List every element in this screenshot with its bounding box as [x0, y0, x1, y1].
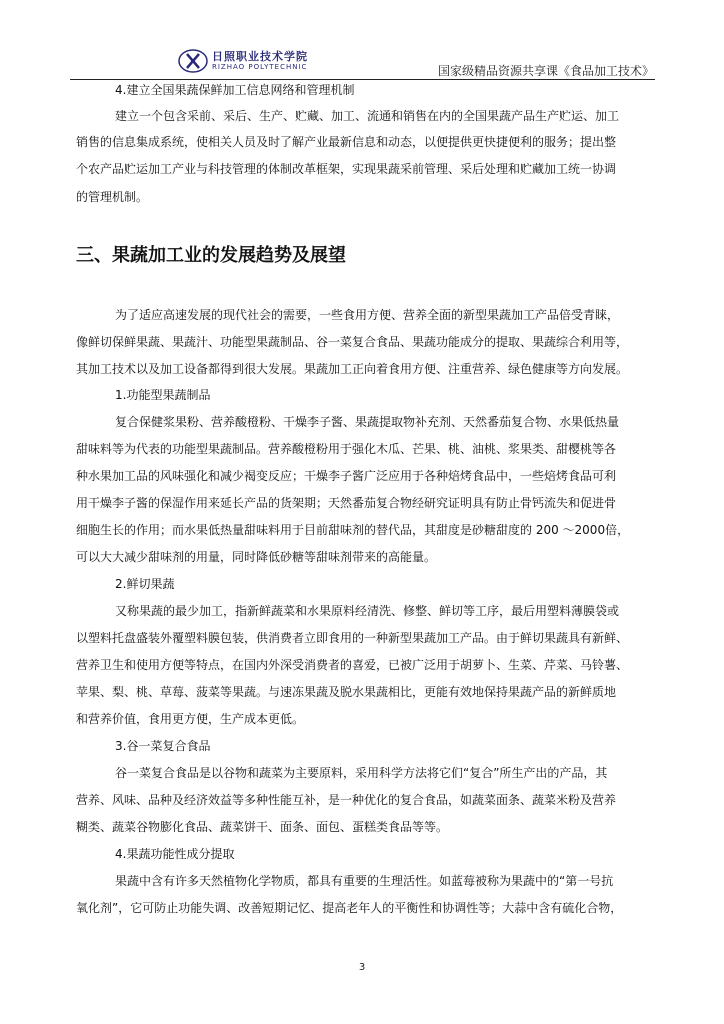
section-heading: 4.建立全国果蔬保鲜加工信息网络和管理机制	[115, 83, 355, 97]
school-emblem-icon	[178, 49, 208, 73]
paragraph-line: 用干燥李子酱的保湿作用来延长产品的货架期；天然番茄复合物经研究证明具有防止骨钙流失和促进骨	[76, 496, 617, 510]
logo-english-name: RIZHAO POLYTECHNIC	[212, 63, 308, 71]
logo-chinese-name: 日照职业技术学院	[212, 50, 308, 63]
paragraph-line: 氧化剂”，它可防止功能失调、改善短期记忆、提高老年人的平衡性和协调性等；大蒜中含有硫化合物，	[76, 901, 623, 915]
paragraph-line: 销售的信息集成系统，使相关人员及时了解产业最新信息和动态，以便提供更快捷便利的服务；提出整	[76, 135, 617, 149]
paragraph-line: 个农产品贮运加工产业与科技管理的体制改革框架，实现果蔬采前管理、采后处理和贮藏加工统一协调	[76, 162, 617, 176]
paragraph-line: 果蔬中含有许多天然植物化学物质，都具有重要的生理活性。如蓝莓被称为果蔬中的“第一号抗	[115, 874, 614, 888]
paragraph-line: 糊类、蔬菜谷物膨化食品、蔬菜饼干、面条、面包、蛋糕类食品等等。	[76, 820, 449, 834]
paragraph-line: 营养卫生和使用方便等特点，在国内外深受消费者的喜爱，已被广泛用于胡萝卜、生菜、芹菜、马铃薯、	[76, 658, 629, 672]
page-header	[0, 0, 724, 84]
item-heading: 2.鲜切果蔬	[115, 577, 175, 591]
paragraph-line: 其加工技术以及加工设备都得到很大发展。果蔬加工正向着食用方便、注重营养、绿色健康等方向发展。	[76, 362, 629, 376]
chapter-title: 三、果蔬加工业的发展趋势及展望	[76, 245, 346, 266]
paragraph-line: 以塑料托盘盛装外覆塑料膜包装，供消费者立即食用的一种新型果蔬加工产品。由于鲜切果蔬具有新鲜、	[76, 631, 629, 645]
paragraph-line: 的管理机制。	[76, 190, 149, 204]
item-heading: 1.功能型果蔬制品	[115, 388, 211, 402]
header-divider	[70, 79, 655, 80]
paragraph-line: 复合保健浆果粉、营养酸橙粉、干燥李子酱、果蔬提取物补充剂、天然番茄复合物、水果低热量	[115, 415, 620, 429]
paragraph-line: 建立一个包含采前、采后、生产、贮藏、加工、流通和销售在内的全国果蔬产品生产贮运、加工	[115, 109, 620, 123]
paragraph-line: 种水果加工品的风味强化和减少褐变反应；干燥李子酱广泛应用于各种焙烤食品中，一些焙烤食品可利	[76, 469, 617, 483]
item-heading: 4.果蔬功能性成分提取	[115, 847, 235, 861]
page-number: 3	[358, 962, 366, 973]
paragraph-line: 谷一菜复合食品是以谷物和蔬菜为主要原料，采用科学方法将它们“复合”所生产出的产品，其	[115, 766, 608, 780]
paragraph-line: 为了适应高速发展的现代社会的需要，一些食用方便、营养全面的新型果蔬加工产品倍受青睐，	[115, 308, 620, 322]
paragraph-line: 细胞生长的作用；而水果低热量甜味料用于目前甜味剂的替代品，其甜度是砂糖甜度的 200 ～2000倍，	[76, 523, 630, 537]
paragraph-line: 甜味料等为代表的功能型果蔬制品。营养酸橙粉用于强化木瓜、芒果、桃、油桃、浆果类、甜樱桃等各	[76, 442, 617, 456]
paragraph-line: 可以大大减少甜味剂的用量，同时降低砂糖等甜味剂带来的高能量。	[76, 550, 437, 564]
paragraph-line: 像鲜切保鲜果蔬、果蔬汁、功能型果蔬制品、谷一菜复合食品、果蔬功能成分的提取、果蔬综合利用等，	[76, 335, 629, 349]
item-heading: 3.谷一菜复合食品	[115, 739, 211, 753]
paragraph-line: 又称果蔬的最少加工，指新鲜蔬菜和水果原料经清洗、修整、鲜切等工序，最后用塑料薄膜袋或	[115, 604, 620, 618]
paragraph-line: 营养、风味、品种及经济效益等多种性能互补，是一种优化的复合食品，如蔬菜面条、蔬菜米粉及营养	[76, 793, 617, 807]
paragraph-line: 苹果、梨、桃、草莓、菠菜等果蔬。与速冻果蔬及脱水果蔬相比，更能有效地保持果蔬产品的新鲜质地	[76, 685, 617, 699]
course-title: 国家级精品资源共享课《食品加工技术》	[437, 64, 654, 78]
paragraph-line: 和营养价值，食用更方便，生产成本更低。	[76, 712, 305, 726]
school-logo	[178, 48, 308, 74]
